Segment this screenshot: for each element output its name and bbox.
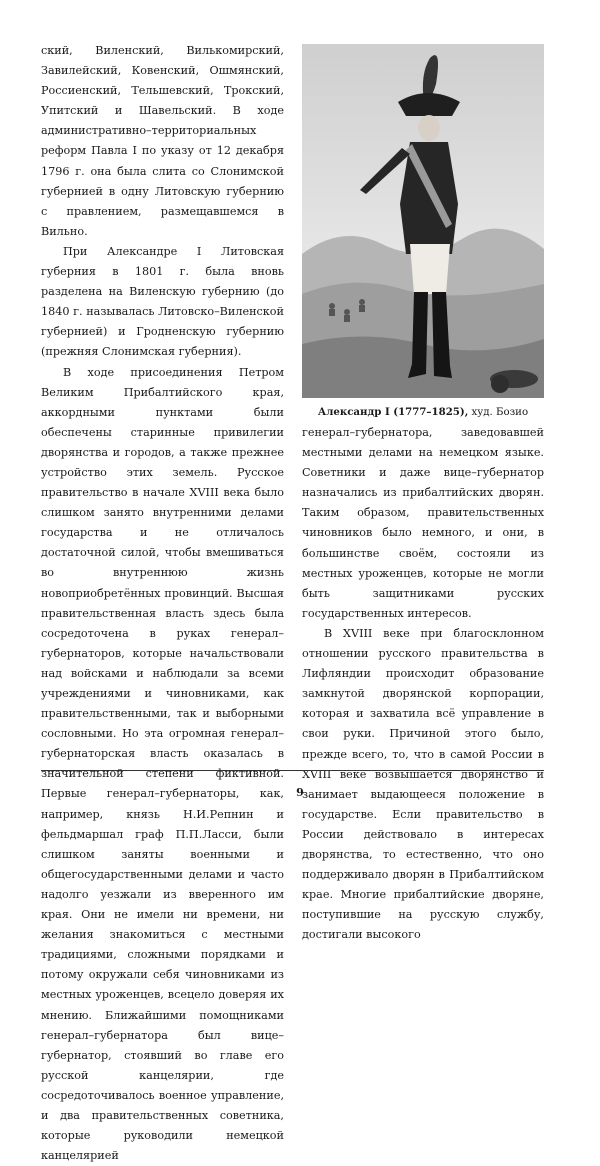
- paragraph: В XVIII веке при благосклонном отношении русского правительства в Лифляндии происходит образование замкнутой дворянской корпорации, которая и захватила всё управление в свои руки. Причиной этого было, прежде всего, то, что в самой России в XVIII веке возвышается дворянство и занимает выдающееся положение в государстве. Если правительство в России действовало в интересах дворянства, то естественно, что оно поддерживало дворян в Прибалтийском крае. Многие прибалтийские дворяне, поступившие на русскую службу, достигали высокого: [302, 624, 544, 946]
- paragraph: При Александре I Литовская губерния в 1801 г. была вновь разделена на Виленскую губернию (до 1840 г. называлась Литовско–Виленской губернией) и Гродненскую губернию (прежняя Слонимская губерния).: [41, 242, 284, 363]
- portrait-engraving-image: [302, 44, 544, 398]
- paragraph: В ходе присоединения Петром Великим Прибалтийского края, аккордными пунктами были обеспечены старинные привилегии дворянства и городов, а также прежнее устройство этих земель. Русское правительство в начале XVIII века было слишком занято внутренними делами государства и не отличалось достаточной силой, чтобы вмешиваться во внутреннюю жизнь новоприобретённых провинций. Высшая правительственная власть здесь была сосредоточена в руках генерал–губернаторов, которые начальствовали над войсками и наблюдали за всеми учреждениями и чиновниками, как правительственными, так и выборными сословными. Но эта огромная генерал–губернаторская власть оказалась в значительной степени фиктивной. Первые генерал–губернаторы, как, например, князь Н.И.Репнин и фельдмаршал граф П.П.Ласси, были слишком заняты военными и общегосударственными делами и часто надолго уезжали из вверенного им края. Они не имели ни времени, ни желания знакомиться с местными традициями, сложными порядками и потому окружали себя чиновниками из местных уроженцев, всецело доверяя их мнению. Ближайшими помощниками генерал–губернатора был вице–губернатор, стоявший во главе его русской канцелярии, где сосредоточивалось военное управление, и два правительственных советника, которые руководили немецкой канцелярией: [41, 363, 284, 1166]
- caption-title: Александр I (1777–1825),: [318, 406, 468, 418]
- left-text-column: [41, 41, 284, 1166]
- portrait-illustration: [302, 44, 544, 398]
- paragraph: генерал–губернатора, заведовавшей местными делами на немецком языке. Советники и даже вице–губернатор назначались из прибалтийских дворян. Таким образом, правительственных чиновников было немного, и они, в большинстве своём, состояли из местных уроженцев, которые не могли быть защитниками русских государственных интересов.: [302, 423, 544, 624]
- right-text-column: [302, 423, 544, 945]
- page-number: 9: [0, 786, 600, 799]
- paragraph: ский, Виленский, Вилькомирский, Завилейский, Ковенский, Ошмянский, Россиенский, Тельшевский, Трокский, Упитский и Шавельский. В ходе административно–территориальных реформ Павла I по указу от 12 декабря 1796 г. она была слита со Слонимской губернией в одну Литовскую губернию с правлением, размещавшемся в Вильно.: [41, 41, 284, 242]
- figure-caption: [302, 405, 544, 420]
- caption-author: худ. Бозио: [468, 407, 528, 418]
- footer-rule: [41, 770, 544, 771]
